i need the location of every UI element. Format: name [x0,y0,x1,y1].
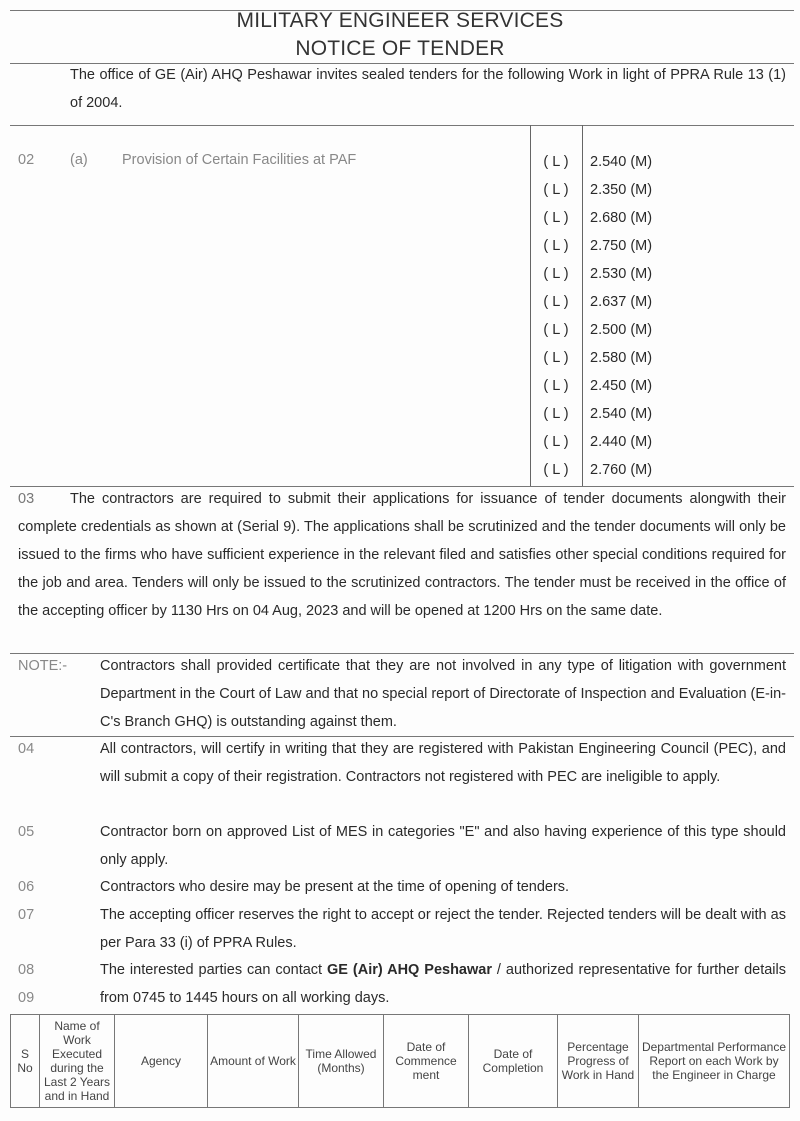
header-cell: Agency [115,1015,208,1108]
cost-value: 2.637 (M) [590,294,653,310]
cost-value: 2.680 (M) [590,210,653,226]
cost-row [530,428,652,456]
cost-row [530,204,652,232]
table-header-row [11,1015,790,1108]
cost-label: ( L ) [543,266,569,282]
header-cell: S No [11,1015,40,1108]
cost-value: 2.500 (M) [590,322,653,338]
section-number [18,61,70,89]
note [18,653,786,736]
cost-label: ( L ) [543,434,569,450]
cost-value: 2.450 (M) [590,378,653,394]
contact-office: GE (Air) AHQ Peshawar [327,962,492,978]
header-cell: Percentage Progress of Work in Hand [558,1015,639,1108]
header-cell: Name of Work Executed during the Last 2 Years and in Hand [40,1015,115,1108]
cost-row [530,400,652,428]
section-number: 06 [18,879,35,895]
section-number: 03 [18,491,35,507]
section-number: 02 [18,152,35,168]
cost-value: 2.750 (M) [590,238,653,254]
page-subtitle: NOTICE OF TENDER [295,37,505,60]
note-label: NOTE:- [18,658,68,674]
cost-row [530,372,652,400]
section-number: 05 [18,824,35,840]
cost-row [530,232,652,260]
section-06 [18,874,786,902]
header-cell: Date of Commence ment [384,1015,469,1108]
cost-label: ( L ) [543,350,569,366]
section-text: The office of GE (Air) AHQ Peshawar invites sealed tenders for the following Work in light of PPRA Rule 13 (1) of 2004. [70,67,786,111]
cost-label: ( L ) [543,182,569,198]
section-text: All contractors, will certify in writing that they are registered with Pakistan Engineering Council (PEC), and will submit a copy of their registration. Contractors not registered with PEC are ineligible to apply. [100,741,786,785]
header-cell: Departmental Performance Report on each Work by the Engineer in Charge [639,1015,790,1108]
text: / authorized representative for further details from 0745 to 1445 hours on all working days. [100,962,786,1006]
cost-value: 2.530 (M) [590,266,653,282]
section-08 [18,957,786,1013]
cost-label: ( L ) [543,322,569,338]
cost-label: ( L ) [543,210,569,226]
section-number: 09 [18,990,35,1006]
cost-value: 2.440 (M) [590,434,653,450]
cost-label: ( L ) [543,378,569,394]
cost-row [530,456,652,484]
work-name: Provision of Certain Facilities at PAF [122,152,357,168]
header-cell: Amount of Work [208,1015,299,1108]
section-text: The contractors are required to submit their applications for issuance of tender documents alongwith their complete credentials as shown at (Serial 9). The applications shall be scrutinized and the tender documents will only be issued to the firms who have sufficient experience in the relevant filed and satisfies other special conditions required for the job and area. Tenders will only be issued to the scrutinized contractors. The tender must be received in the office of the accepting officer by 1130 Hrs on 04 Aug, 2023 and will be opened at 1200 Hrs on the same date. [18,491,786,619]
cost-label: ( L ) [543,406,569,422]
divider [10,125,794,126]
cost-value: 2.540 (M) [590,154,653,170]
section-text [100,957,786,1013]
cost-label: ( L ) [543,462,569,478]
cost-label: ( L ) [543,238,569,254]
credentials-table [10,1014,790,1108]
cost-row [530,260,652,288]
text: The interested parties can contact [100,962,328,978]
cost-value: 2.580 (M) [590,350,653,366]
section-07 [18,902,786,958]
section-number: 04 [18,741,35,757]
cost-row [530,288,652,316]
cost-label: ( L ) [543,154,569,170]
cost-row [530,344,652,372]
section-text: Contractor born on approved List of MES in categories "E" and also having experience of this type should only apply. [100,824,786,868]
cost-row [530,148,652,176]
section-01 [18,61,786,117]
header-cell: Date of Completion [469,1015,558,1108]
cost-row [530,176,652,204]
section-04 [18,736,786,792]
note-text: Contractors shall provided certificate that they are not involved in any type of litigation with government Department in the Court of Law and that no special report of Directorate of Inspection and Evaluation (E-in-C's Branch GHQ) is outstanding against them. [100,658,786,730]
section-03 [18,485,786,625]
section-text: The accepting officer reserves the right to accept or reject the tender. Rejected tenders will be dealt with as per Para 33 (i) of PPRA Rules. [100,907,786,951]
section-number: 07 [18,907,35,923]
header-cell: Time Allowed (Months) [299,1015,384,1108]
section-05 [18,819,786,875]
section-text: Contractors who desire may be present at the time of opening of tenders. [100,879,570,895]
cost-value: 2.760 (M) [590,462,653,478]
cost-label: ( L ) [543,294,569,310]
cost-value: 2.540 (M) [590,406,653,422]
cost-value: 2.350 (M) [590,182,653,198]
page-title: MILITARY ENGINEER SERVICES [236,9,564,32]
section-number: 08 [18,962,35,978]
cost-list [530,148,652,484]
sub-item-label: (a) [70,152,88,168]
cost-row [530,316,652,344]
